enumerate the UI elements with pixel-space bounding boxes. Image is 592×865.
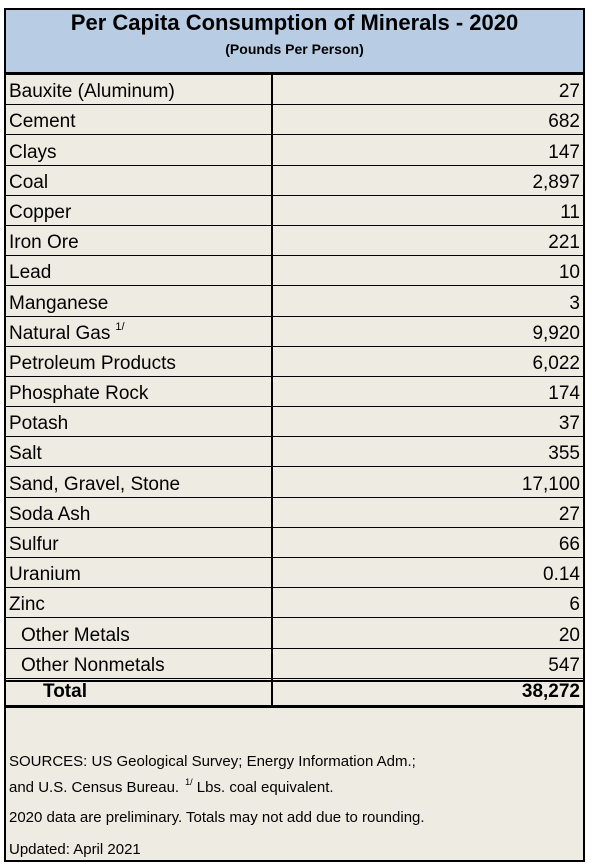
row-value: 221: [548, 232, 580, 254]
data-rows: [6, 75, 583, 679]
row-value: 174: [548, 383, 580, 405]
table-row: [6, 196, 583, 226]
row-label: [21, 655, 165, 677]
row-label-text: Phosphate Rock: [9, 383, 149, 405]
row-value: 547: [548, 654, 580, 676]
sources-line-2-text: and U.S. Census Bureau.: [9, 779, 180, 796]
row-label-text: Petroleum Products: [9, 352, 176, 374]
row-label-text: Other Nonmetals: [21, 654, 165, 676]
row-value: 3: [569, 292, 580, 314]
row-value: 11: [560, 201, 580, 223]
table-subtitle: (Pounds Per Person): [225, 41, 364, 57]
total-row: [6, 680, 583, 708]
row-label: [9, 353, 176, 375]
row-value: 6,022: [532, 352, 580, 374]
updated-date: Updated: April 2021: [9, 841, 141, 858]
row-label-text: Lead: [9, 262, 52, 284]
table-row: [6, 166, 583, 196]
row-value: 10: [558, 262, 580, 284]
row-value: 682: [548, 111, 580, 133]
table-row: [6, 588, 583, 618]
row-label: [9, 293, 108, 315]
row-value: 2,897: [532, 171, 580, 193]
table-row: [6, 135, 583, 165]
table-row: [6, 105, 583, 135]
row-label-text: Cement: [9, 111, 76, 133]
row-label: [21, 625, 130, 647]
table-row: [6, 286, 583, 316]
footnote-text: Lbs. coal equivalent.: [196, 779, 334, 796]
sources-line-1: SOURCES: US Geological Survey; Energy Information Adm.;: [9, 753, 416, 770]
row-value: 27: [558, 503, 580, 525]
row-footnote-mark: 1/: [115, 320, 125, 333]
preliminary-note: 2020 data are preliminary. Totals may not add due to rounding.: [9, 809, 425, 826]
row-value: 6: [569, 594, 580, 616]
table-row: [6, 498, 583, 528]
row-label: [9, 534, 59, 556]
row-label-text: Bauxite (Aluminum): [9, 81, 175, 103]
table-row: [6, 226, 583, 256]
row-label-text: Potash: [9, 413, 69, 435]
sources-notes: [9, 752, 579, 828]
table-title: Per Capita Consumption of Minerals - 2020: [70, 10, 519, 35]
table-row: [6, 75, 583, 105]
table-row: [6, 618, 583, 648]
table-row: [6, 407, 583, 437]
row-value: 355: [548, 443, 580, 465]
row-label-text: Soda Ash: [9, 503, 91, 525]
row-label: [9, 81, 175, 103]
row-label: [9, 564, 81, 586]
row-label-text: Iron Ore: [9, 232, 79, 254]
sources-line-2: [9, 772, 579, 798]
row-label: [9, 383, 148, 405]
column-divider: [271, 75, 273, 708]
table-row: [6, 377, 583, 407]
row-value: 20: [558, 624, 580, 646]
table-row: [6, 558, 583, 588]
row-label: [9, 142, 57, 164]
row-label-text: Coal: [9, 171, 49, 193]
table-row: [6, 317, 583, 347]
minerals-table-sheet: [4, 8, 585, 862]
table-row: [6, 437, 583, 467]
row-label: [9, 111, 76, 133]
total-label: Total: [43, 681, 87, 702]
row-label: [9, 321, 125, 345]
row-label-text: Sand, Gravel, Stone: [9, 473, 181, 495]
row-value: 0.14: [543, 564, 580, 586]
table-header: [6, 10, 583, 75]
row-label: [9, 504, 90, 526]
row-label: [9, 413, 68, 435]
row-label-text: Salt: [9, 443, 42, 465]
row-label: [9, 172, 48, 194]
table-row: [6, 649, 583, 679]
row-label: [9, 443, 42, 465]
row-value: 27: [558, 81, 580, 103]
table-row: [6, 467, 583, 497]
row-value: 17,100: [521, 473, 580, 495]
row-label: [9, 262, 51, 284]
row-label: [9, 202, 71, 224]
row-value: 37: [558, 413, 580, 435]
row-label-text: Clays: [9, 141, 57, 163]
table-row: [6, 256, 583, 286]
row-label-text: Uranium: [9, 564, 81, 586]
row-label-text: Natural Gas: [9, 322, 111, 344]
row-label: [9, 232, 79, 254]
row-value: 66: [558, 534, 580, 555]
table-row: [6, 347, 583, 377]
row-value: 9,920: [532, 322, 580, 344]
row-label-text: Other Metals: [21, 624, 130, 646]
row-label: [9, 594, 45, 616]
footnote-mark: 1/: [185, 777, 193, 787]
table-row: [6, 528, 583, 558]
row-label: [9, 474, 180, 496]
row-label-text: Sulfur: [9, 534, 59, 555]
row-label-text: Manganese: [9, 292, 109, 314]
row-label-text: Copper: [9, 201, 72, 223]
row-value: 147: [548, 141, 580, 163]
row-label-text: Zinc: [9, 594, 45, 616]
total-value: 38,272: [521, 681, 580, 702]
